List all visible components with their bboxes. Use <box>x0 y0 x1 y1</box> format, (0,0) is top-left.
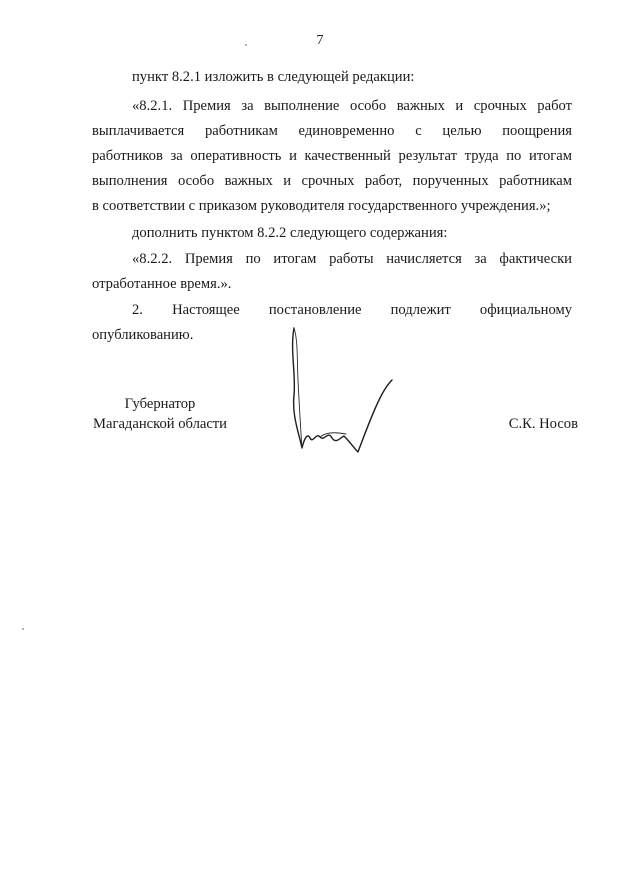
text-line-5: выполнения особо важных и срочных работ, порученных работникам <box>92 173 572 189</box>
text-line-2: «8.2.1. Премия за выполнение особо важных и срочных работ <box>132 98 572 114</box>
text-line-7: дополнить пунктом 8.2.2 следующего содержания: <box>132 225 448 241</box>
signatory-position-line-2: Магаданской области <box>93 416 227 432</box>
scan-speck <box>22 628 24 630</box>
text-line-3: выплачивается работникам единовременно с целью поощрения <box>92 123 572 139</box>
text-line-8: «8.2.2. Премия по итогам работы начисляется за фактически <box>132 251 572 267</box>
text-line-9: отработанное время.». <box>92 276 232 292</box>
text-line-11: опубликованию. <box>92 327 194 343</box>
signatory-name: С.К. Носов <box>508 416 578 432</box>
signatory-position <box>80 394 240 434</box>
text-line-4: работников за оперативность и качественный результат труда по итогам <box>92 148 572 164</box>
scan-speck <box>245 44 247 46</box>
handwritten-signature <box>280 320 410 460</box>
signatory-position-line-1: Губернатор <box>124 396 196 412</box>
text-line-1: пункт 8.2.1 изложить в следующей редакции: <box>132 69 415 85</box>
text-line-10: 2. Настоящее постановление подлежит официальному <box>132 302 572 318</box>
page-number: 7 <box>316 33 324 48</box>
text-line-6: в соответствии с приказом руководителя государственного учреждения.»; <box>92 198 551 214</box>
